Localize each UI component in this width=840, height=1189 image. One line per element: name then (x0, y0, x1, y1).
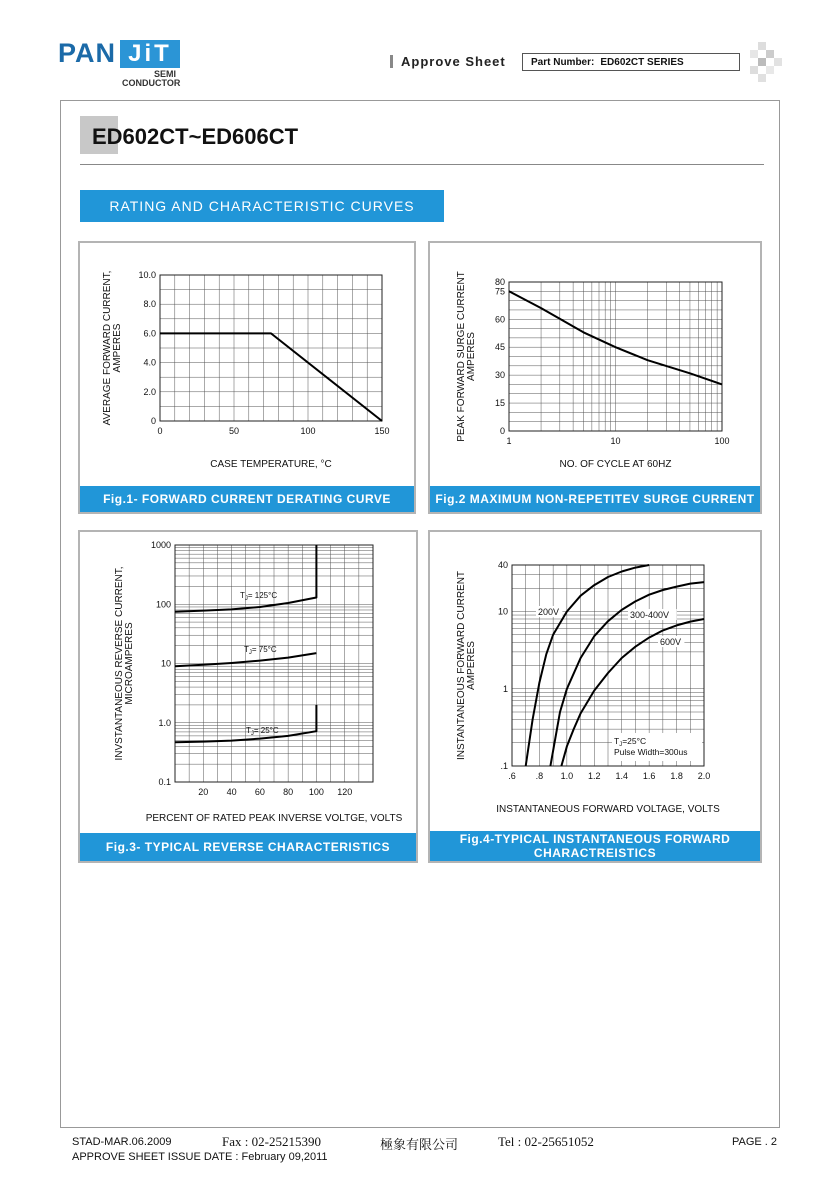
logo-pan-text: PAN (58, 38, 117, 68)
page-title: ED602CT~ED606CT (92, 124, 299, 149)
y-tick-label: 15 (494, 398, 505, 409)
y-tick-label: .1 (500, 761, 508, 771)
y-tick-label: 4.0 (143, 357, 156, 368)
y-tick-label: 100 (155, 599, 171, 610)
x-tick-label: 150 (374, 426, 390, 436)
fig3-caption: Fig.3- TYPICAL REVERSE CHARACTERISTICS (80, 833, 416, 861)
fig3-chart (80, 532, 416, 831)
footer-issue-date: APPROVE SHEET ISSUE DATE : February 09,2011 (72, 1151, 328, 1163)
y-tick-label: 8.0 (143, 299, 156, 310)
fig2-panel (428, 241, 762, 514)
fig4-panel (428, 530, 762, 863)
x-axis-label: CASE TEMPERATURE, °C (210, 459, 332, 470)
footer-page: PAGE . 2 (732, 1136, 778, 1148)
fig4-caption (430, 831, 760, 861)
y-axis-label-line1: PEAK FORWARD SURGE CURRENT (456, 271, 467, 442)
annotation-condition: $T_J=25^\circ C$ (614, 736, 647, 748)
annotation-pulse: Pulse Width=300us (614, 747, 688, 757)
fig4-caption-line1: Fig.4-TYPICAL INSTANTANEOUS FORWARD (459, 832, 731, 846)
y-tick-label: 1.0 (158, 717, 171, 728)
logo-conductor-text: CONDUCTOR (122, 78, 181, 88)
x-tick-label: 1.4 (615, 771, 628, 781)
x-tick-label: 120 (337, 787, 353, 797)
fig2-caption: Fig.2 MAXIMUM NON-REPETITEV SURGE CURRENT (430, 486, 760, 512)
x-tick-label: 1.8 (670, 771, 683, 781)
series-label-1: $T_J= 125^\circ C$ (240, 591, 278, 602)
y-axis-label-line2: MICROAMPERES (124, 622, 135, 705)
y-tick-label: 10 (497, 606, 508, 617)
x-axis-label: NO. OF CYCLE AT 60HZ (559, 459, 672, 470)
x-tick-label: 1.6 (642, 771, 656, 781)
footer-stad: STAD-MAR.06.2009 (72, 1136, 172, 1148)
y-axis-label-line2: AMPERES (466, 332, 477, 381)
x-tick-label: 100 (714, 436, 730, 446)
part-number-value: ED602CT SERIES (600, 57, 684, 68)
series-label-3: 600V (660, 637, 682, 647)
y-tick-label: 6.0 (143, 328, 156, 339)
logo-jit-text: JiT (120, 40, 180, 68)
y-tick-label: 30 (494, 370, 505, 381)
x-tick-label: 50 (228, 426, 240, 436)
x-tick-label: 60 (254, 787, 265, 797)
x-tick-label: 10 (610, 436, 621, 446)
x-tick-label: 1.2 (588, 771, 601, 781)
series-label-1: 200V (538, 607, 560, 617)
footer-company: 極象有限公司 (380, 1137, 459, 1152)
fig4-caption-line2: CHARACTREISTICS (533, 846, 657, 860)
y-tick-label: 0 (150, 416, 156, 426)
x-axis-label: PERCENT OF RATED PEAK INVERSE VOLTGE, VOLTS (145, 813, 403, 824)
fig1-panel (78, 241, 416, 514)
series-label-3: $T_J= 25^\circ C$ (246, 726, 279, 737)
x-tick-label: 1 (506, 436, 512, 446)
y-tick-label: 40 (497, 560, 508, 570)
section-banner: RATING AND CHARACTERISTIC CURVES (80, 190, 444, 222)
checker-decoration (746, 42, 782, 82)
x-tick-label: 1.0 (560, 771, 574, 781)
x-tick-label: 2.0 (697, 771, 711, 781)
approve-sheet-label: Approve Sheet (390, 54, 506, 69)
y-tick-label: 2.0 (143, 386, 156, 397)
x-tick-label: .6 (508, 771, 516, 781)
footer-fax: Fax : 02-25215390 (222, 1134, 321, 1149)
x-tick-label: 80 (283, 787, 294, 797)
y-tick-label: 1000 (150, 540, 171, 550)
y-tick-label: 45 (494, 342, 505, 353)
x-tick-label: 40 (226, 787, 237, 797)
fig1-chart (80, 243, 414, 484)
part-number-label: Part Number: (531, 57, 595, 68)
x-tick-label: 100 (300, 426, 316, 436)
panjit-logo (58, 38, 198, 90)
fig3-panel (78, 530, 418, 863)
y-axis-label-line1: AVERAGE FORWARD CURRENT, (102, 270, 113, 426)
x-axis-label: INSTANTANEOUS FORWARD VOLTAGE, VOLTS (496, 804, 720, 815)
part-number-box (522, 53, 740, 71)
footer-tel: Tel : 02-25651052 (498, 1134, 594, 1149)
series-label-2: $T_J= 75^\circ C$ (244, 645, 277, 656)
x-tick-label: 100 (308, 787, 324, 797)
x-tick-label: 20 (198, 787, 209, 797)
y-tick-label: 60 (494, 314, 505, 325)
series-label-2: 300-400V (630, 610, 670, 620)
fig4-chart (430, 532, 760, 829)
y-tick-label: 75 (494, 286, 505, 297)
y-tick-label: 10.0 (138, 270, 156, 280)
y-axis-label-line1: INVSTANTANEOUS REVERSE CURRENT, (114, 566, 125, 761)
x-tick-label: 0 (157, 426, 163, 436)
y-tick-label: 1 (502, 683, 508, 694)
y-axis-label-line1: INSTANTANEOUS FORWARD CURRENT (456, 570, 467, 761)
y-tick-label: 0.1 (158, 777, 171, 787)
y-tick-label: 80 (494, 277, 505, 287)
y-tick-label: 0 (499, 426, 505, 436)
fig2-chart (430, 243, 760, 484)
logo-semi-text: SEMI (154, 69, 177, 79)
y-axis-label-line2: AMPERES (466, 641, 477, 690)
fig1-caption: Fig.1- FORWARD CURRENT DERATING CURVE (80, 486, 414, 512)
y-axis-label-line2: AMPERES (112, 323, 123, 373)
y-tick-label: 10 (160, 658, 171, 669)
x-tick-label: .8 (535, 771, 544, 781)
title-divider (80, 164, 764, 165)
